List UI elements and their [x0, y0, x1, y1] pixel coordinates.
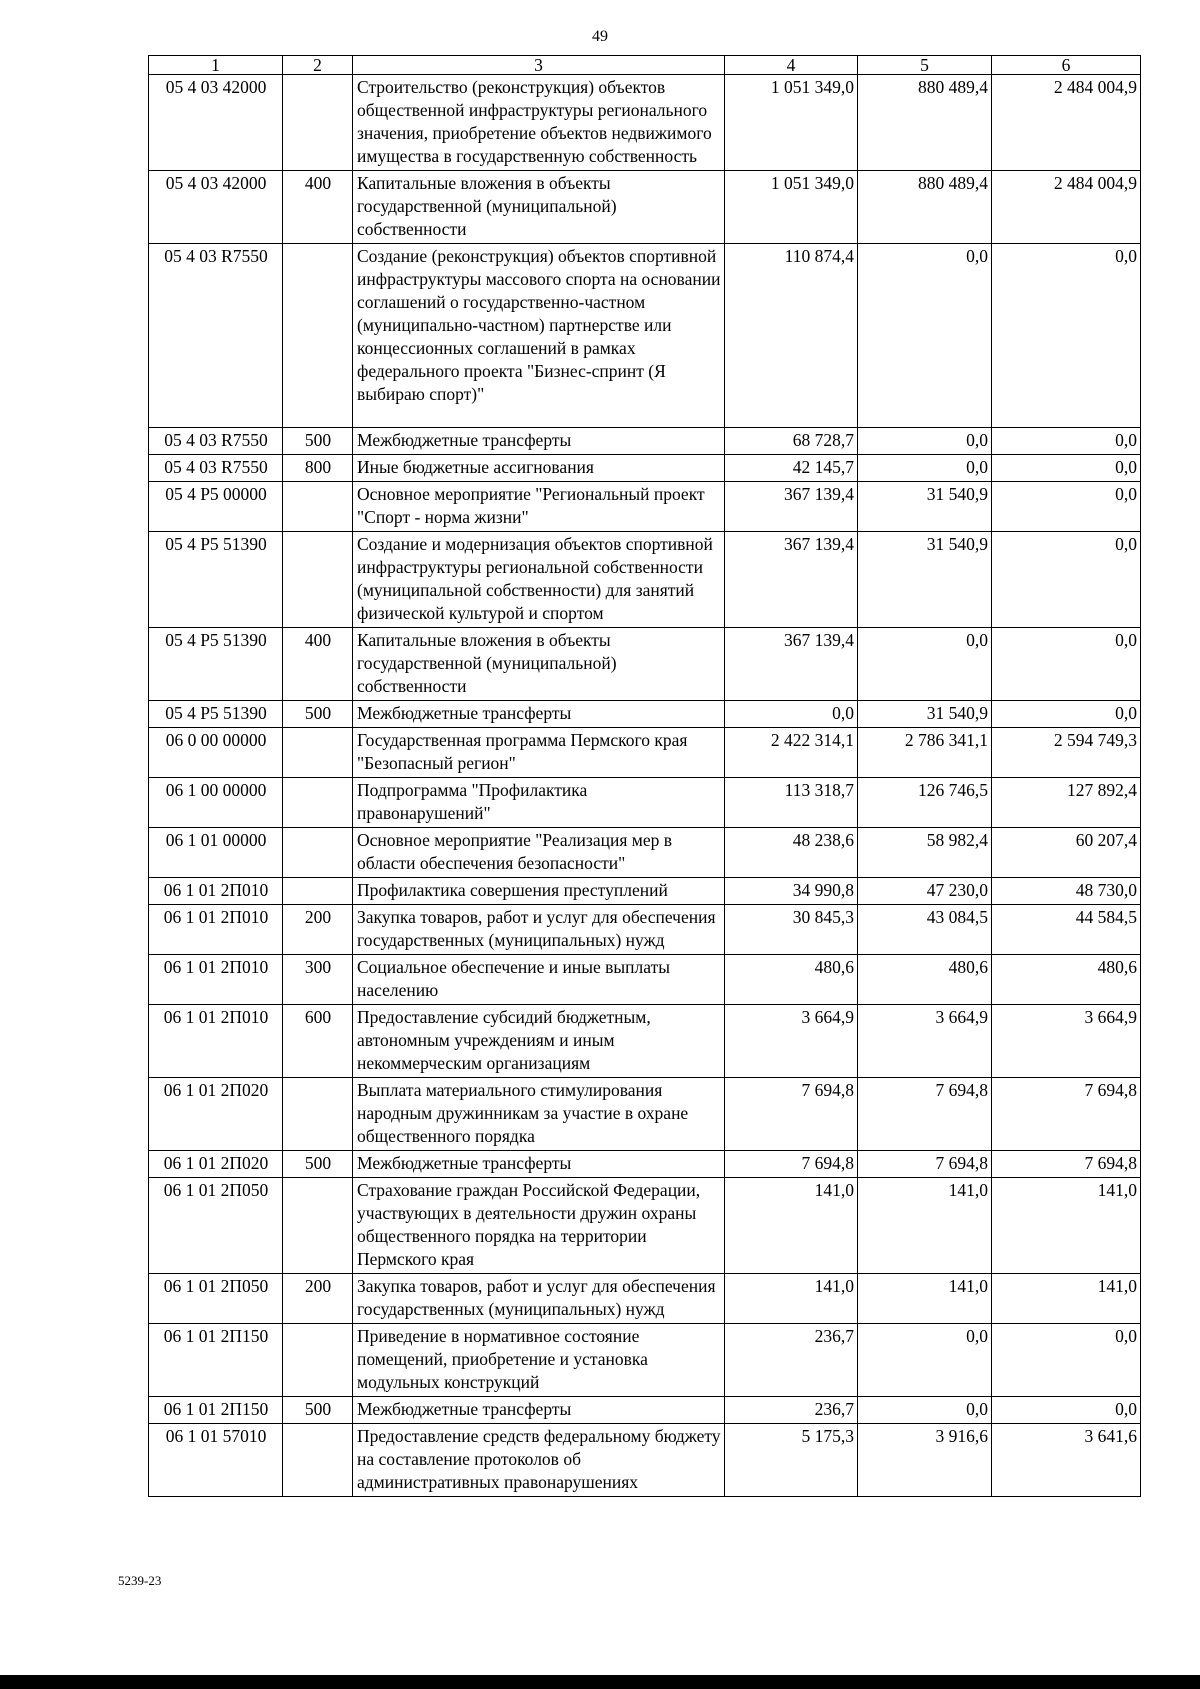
row-value-col4: 7 694,8 — [725, 1078, 858, 1151]
table-row — [149, 482, 1141, 532]
row-type-cell — [283, 828, 353, 878]
row-value-col6: 141,0 — [992, 1274, 1141, 1324]
row-type-cell — [283, 1178, 353, 1274]
row-value-col6: 3 664,9 — [992, 1005, 1141, 1078]
row-value-col6: 127 892,4 — [992, 778, 1141, 828]
row-type-cell — [283, 778, 353, 828]
row-code-cell: 06 1 01 2П010 — [149, 878, 283, 905]
row-type-cell: 500 — [283, 428, 353, 455]
table-row — [149, 1005, 1141, 1078]
row-type-cell: 300 — [283, 955, 353, 1005]
row-type-cell: 200 — [283, 905, 353, 955]
row-value-col6: 0,0 — [992, 1324, 1141, 1397]
footer-code: 5239-23 — [118, 1573, 162, 1588]
table-row — [149, 728, 1141, 778]
row-value-col6: 60 207,4 — [992, 828, 1141, 878]
row-name-cell: Подпрограмма "Профилактика правонарушений" — [353, 778, 725, 828]
row-code-cell: 06 1 01 2П050 — [149, 1274, 283, 1324]
row-type-cell — [283, 728, 353, 778]
row-name-cell: Межбюджетные трансферты — [353, 428, 725, 455]
row-name-cell: Государственная программа Пермского края "Безопасный регион" — [353, 728, 725, 778]
row-type-cell: 400 — [283, 171, 353, 244]
row-code-cell: 05 4 P5 00000 — [149, 482, 283, 532]
row-value-col6: 141,0 — [992, 1178, 1141, 1274]
row-type-cell: 500 — [283, 1151, 353, 1178]
row-name-cell: Предоставление средств федеральному бюджету на составление протоколов об административных правонарушениях — [353, 1424, 725, 1497]
row-value-col6: 0,0 — [992, 701, 1141, 728]
table-row — [149, 244, 1141, 428]
row-value-col5: 47 230,0 — [858, 878, 992, 905]
row-code-cell: 06 1 01 57010 — [149, 1424, 283, 1497]
row-value-col5: 0,0 — [858, 428, 992, 455]
row-type-cell: 800 — [283, 455, 353, 482]
row-value-col6: 48 730,0 — [992, 878, 1141, 905]
row-type-cell — [283, 532, 353, 628]
row-value-col5: 0,0 — [858, 244, 992, 428]
table-row — [149, 628, 1141, 701]
row-type-cell — [283, 1424, 353, 1497]
row-value-col5: 126 746,5 — [858, 778, 992, 828]
row-name-cell: Создание (реконструкция) объектов спортивной инфраструктуры массового спорта на основании соглашений о государственно-частном (муниципально-частном) партнерстве или концессионных соглашений в рамках федерального проекта "Бизнес-спринт (Я выбираю спорт)" — [353, 244, 725, 428]
column-header: 6 — [992, 56, 1141, 75]
row-value-col4: 141,0 — [725, 1274, 858, 1324]
row-value-col5: 0,0 — [858, 628, 992, 701]
row-type-cell: 200 — [283, 1274, 353, 1324]
table-row — [149, 171, 1141, 244]
row-code-cell: 06 1 01 00000 — [149, 828, 283, 878]
row-value-col5: 7 694,8 — [858, 1151, 992, 1178]
row-value-col5: 31 540,9 — [858, 701, 992, 728]
column-header: 5 — [858, 56, 992, 75]
row-code-cell: 05 4 03 R7550 — [149, 428, 283, 455]
row-value-col6: 0,0 — [992, 428, 1141, 455]
row-value-col4: 42 145,7 — [725, 455, 858, 482]
row-name-cell: Основное мероприятие "Региональный проект "Спорт - норма жизни" — [353, 482, 725, 532]
row-name-cell: Межбюджетные трансферты — [353, 1151, 725, 1178]
row-type-cell: 500 — [283, 1397, 353, 1424]
row-value-col4: 367 139,4 — [725, 532, 858, 628]
row-value-col5: 141,0 — [858, 1178, 992, 1274]
row-value-col5: 0,0 — [858, 455, 992, 482]
row-value-col5: 880 489,4 — [858, 75, 992, 171]
row-value-col4: 367 139,4 — [725, 482, 858, 532]
row-type-cell — [283, 482, 353, 532]
row-type-cell: 600 — [283, 1005, 353, 1078]
row-value-col6: 7 694,8 — [992, 1151, 1141, 1178]
row-value-col5: 43 084,5 — [858, 905, 992, 955]
row-name-cell: Создание и модернизация объектов спортивной инфраструктуры региональной собственности (муниципальной собственности) для занятий физической культурой и спортом — [353, 532, 725, 628]
row-name-cell: Профилактика совершения преступлений — [353, 878, 725, 905]
row-name-cell: Страхование граждан Российской Федерации, участвующих в деятельности дружин охраны общественного порядка на территории Пермского края — [353, 1178, 725, 1274]
row-value-col4: 367 139,4 — [725, 628, 858, 701]
row-code-cell: 06 1 01 2П010 — [149, 1005, 283, 1078]
row-value-col4: 480,6 — [725, 955, 858, 1005]
row-value-col5: 3 916,6 — [858, 1424, 992, 1497]
row-value-col5: 7 694,8 — [858, 1078, 992, 1151]
page-number: 49 — [592, 28, 608, 45]
row-code-cell: 05 4 P5 51390 — [149, 628, 283, 701]
row-value-col4: 113 318,7 — [725, 778, 858, 828]
header-row — [149, 56, 1141, 75]
row-code-cell: 06 1 01 2П020 — [149, 1151, 283, 1178]
row-value-col4: 2 422 314,1 — [725, 728, 858, 778]
budget-table — [148, 55, 1141, 1497]
row-value-col6: 0,0 — [992, 1397, 1141, 1424]
row-code-cell: 06 1 01 2П150 — [149, 1324, 283, 1397]
row-value-col5: 0,0 — [858, 1324, 992, 1397]
row-value-col5: 880 489,4 — [858, 171, 992, 244]
row-value-col6: 0,0 — [992, 482, 1141, 532]
row-name-cell: Предоставление субсидий бюджетным, автономным учреждениям и иным некоммерческим организациям — [353, 1005, 725, 1078]
row-code-cell: 05 4 03 R7550 — [149, 455, 283, 482]
row-name-cell: Иные бюджетные ассигнования — [353, 455, 725, 482]
table-row — [149, 1324, 1141, 1397]
row-name-cell: Закупка товаров, работ и услуг для обеспечения государственных (муниципальных) нужд — [353, 905, 725, 955]
row-value-col6: 0,0 — [992, 628, 1141, 701]
row-type-cell: 400 — [283, 628, 353, 701]
row-value-col5: 141,0 — [858, 1274, 992, 1324]
row-value-col4: 7 694,8 — [725, 1151, 858, 1178]
row-value-col5: 2 786 341,1 — [858, 728, 992, 778]
row-value-col6: 0,0 — [992, 532, 1141, 628]
row-type-cell — [283, 1324, 353, 1397]
table-row — [149, 75, 1141, 171]
row-value-col4: 0,0 — [725, 701, 858, 728]
row-name-cell: Выплата материального стимулирования народным дружинникам за участие в охране общественного порядка — [353, 1078, 725, 1151]
column-header: 3 — [353, 56, 725, 75]
table-row — [149, 455, 1141, 482]
row-value-col4: 68 728,7 — [725, 428, 858, 455]
row-value-col5: 31 540,9 — [858, 532, 992, 628]
table-row — [149, 955, 1141, 1005]
row-type-cell — [283, 244, 353, 428]
column-header: 2 — [283, 56, 353, 75]
row-code-cell: 06 1 01 2П020 — [149, 1078, 283, 1151]
row-code-cell: 05 4 P5 51390 — [149, 532, 283, 628]
table-body — [149, 75, 1141, 1497]
row-code-cell: 06 1 01 2П050 — [149, 1178, 283, 1274]
table-row — [149, 428, 1141, 455]
table-row — [149, 905, 1141, 955]
row-value-col6: 44 584,5 — [992, 905, 1141, 955]
row-value-col6: 0,0 — [992, 455, 1141, 482]
row-value-col4: 34 990,8 — [725, 878, 858, 905]
row-value-col5: 58 982,4 — [858, 828, 992, 878]
row-type-cell — [283, 1078, 353, 1151]
row-name-cell: Капитальные вложения в объекты государственной (муниципальной) собственности — [353, 171, 725, 244]
row-value-col6: 480,6 — [992, 955, 1141, 1005]
row-name-cell: Межбюджетные трансферты — [353, 701, 725, 728]
row-code-cell: 05 4 03 42000 — [149, 75, 283, 171]
row-type-cell: 500 — [283, 701, 353, 728]
row-value-col4: 3 664,9 — [725, 1005, 858, 1078]
row-value-col4: 236,7 — [725, 1397, 858, 1424]
table-row — [149, 1078, 1141, 1151]
table-row — [149, 878, 1141, 905]
row-value-col4: 30 845,3 — [725, 905, 858, 955]
row-value-col5: 480,6 — [858, 955, 992, 1005]
table-row — [149, 701, 1141, 728]
row-type-cell — [283, 878, 353, 905]
row-value-col6: 3 641,6 — [992, 1424, 1141, 1497]
row-value-col5: 0,0 — [858, 1397, 992, 1424]
scan-edge — [0, 1675, 1200, 1689]
row-code-cell: 05 4 03 42000 — [149, 171, 283, 244]
table-row — [149, 1424, 1141, 1497]
table-row — [149, 532, 1141, 628]
row-name-cell: Приведение в нормативное состояние помещений, приобретение и установка модульных конструкций — [353, 1324, 725, 1397]
table-row — [149, 1178, 1141, 1274]
table-row — [149, 1151, 1141, 1178]
row-value-col6: 0,0 — [992, 244, 1141, 428]
column-header: 1 — [149, 56, 283, 75]
row-value-col4: 5 175,3 — [725, 1424, 858, 1497]
row-value-col4: 110 874,4 — [725, 244, 858, 428]
row-value-col4: 141,0 — [725, 1178, 858, 1274]
table-row — [149, 778, 1141, 828]
table-row — [149, 1274, 1141, 1324]
row-value-col5: 3 664,9 — [858, 1005, 992, 1078]
row-name-cell: Строительство (реконструкция) объектов общественной инфраструктуры регионального значения, приобретение объектов недвижимого имущества в государственную собственность — [353, 75, 725, 171]
row-code-cell: 06 1 01 2П010 — [149, 905, 283, 955]
row-name-cell: Межбюджетные трансферты — [353, 1397, 725, 1424]
row-code-cell: 05 4 03 R7550 — [149, 244, 283, 428]
table-row — [149, 828, 1141, 878]
row-type-cell — [283, 75, 353, 171]
row-code-cell: 06 0 00 00000 — [149, 728, 283, 778]
row-code-cell: 06 1 01 2П150 — [149, 1397, 283, 1424]
row-name-cell: Закупка товаров, работ и услуг для обеспечения государственных (муниципальных) нужд — [353, 1274, 725, 1324]
row-value-col6: 2 484 004,9 — [992, 171, 1141, 244]
row-name-cell: Социальное обеспечение и иные выплаты населению — [353, 955, 725, 1005]
column-header: 4 — [725, 56, 858, 75]
row-name-cell: Капитальные вложения в объекты государственной (муниципальной) собственности — [353, 628, 725, 701]
row-value-col4: 48 238,6 — [725, 828, 858, 878]
row-value-col6: 2 594 749,3 — [992, 728, 1141, 778]
row-value-col5: 31 540,9 — [858, 482, 992, 532]
table-row — [149, 1397, 1141, 1424]
row-code-cell: 06 1 00 00000 — [149, 778, 283, 828]
row-value-col4: 236,7 — [725, 1324, 858, 1397]
row-value-col6: 2 484 004,9 — [992, 75, 1141, 171]
row-value-col6: 7 694,8 — [992, 1078, 1141, 1151]
row-value-col4: 1 051 349,0 — [725, 75, 858, 171]
row-code-cell: 06 1 01 2П010 — [149, 955, 283, 1005]
row-name-cell: Основное мероприятие "Реализация мер в области обеспечения безопасности" — [353, 828, 725, 878]
row-code-cell: 05 4 P5 51390 — [149, 701, 283, 728]
row-value-col4: 1 051 349,0 — [725, 171, 858, 244]
